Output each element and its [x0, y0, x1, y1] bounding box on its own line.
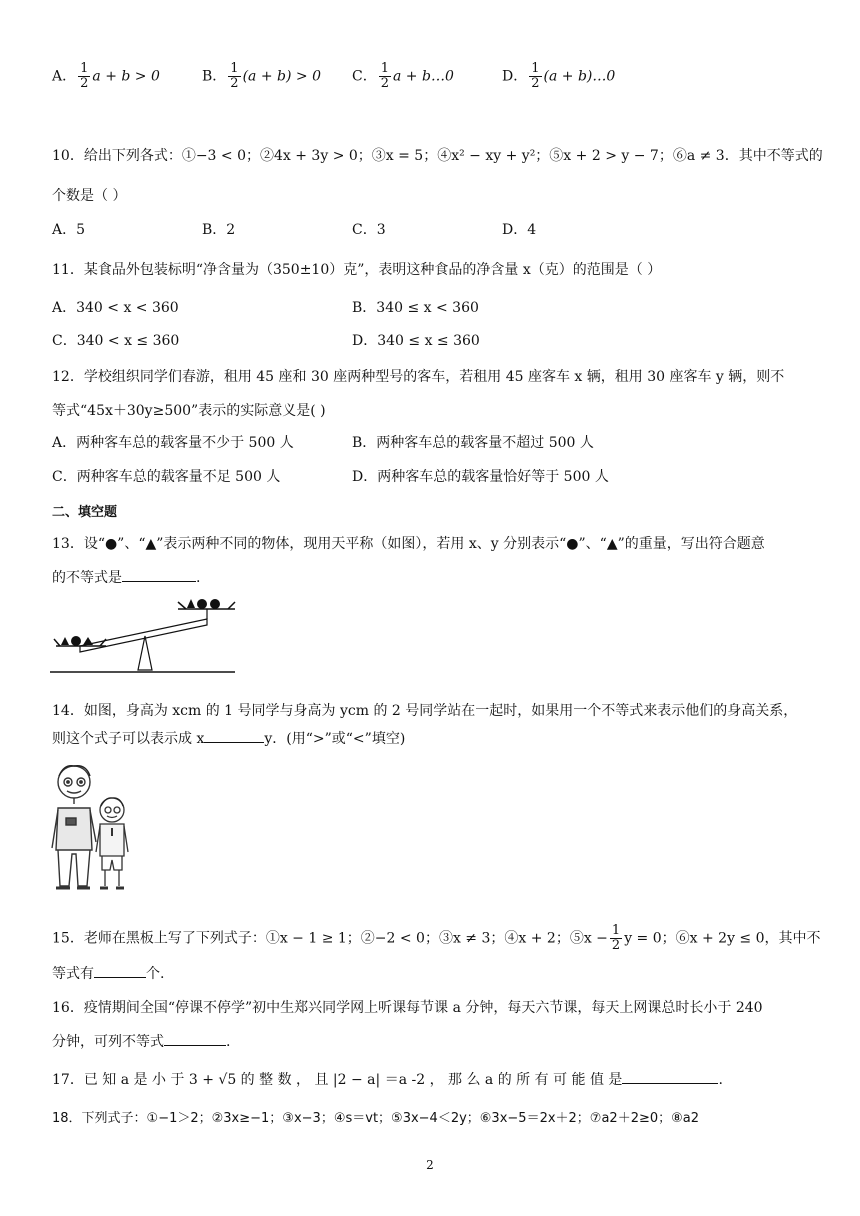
q18-text-line1: 18．下列式子：①−1＞2；②3x≥−1；③x−3；④s＝vt；⑤3x−4＜2y；⑥3x−5＝2x＋2；⑦a2＋2≥0；⑧a2	[52, 1111, 700, 1126]
fraction: $\frac{1}{2}$	[80, 61, 89, 91]
q11-option-c: C．340 < x ≤ 360	[52, 333, 180, 349]
fraction: $\frac{1}{2}$	[230, 61, 239, 91]
q9-option-d: D． $\frac{1}{2}$ (a + b)…0	[502, 61, 616, 91]
q12-option-d: D．两种客车总的载客量恰好等于 500 人	[352, 469, 609, 485]
fulcrum	[138, 636, 152, 670]
q12-option-b: B．两种客车总的载客量不超过 500 人	[352, 435, 594, 451]
student-1	[52, 766, 96, 888]
q16-text-line1: 16．疫情期间全国“停课不停学”初中生郑兴同学网上听课每节课 a 分钟，每天六节课，每天上网课总时长小于 240	[52, 1000, 763, 1016]
q10-text-line2: 个数是（ ）	[52, 188, 127, 204]
answer-blank[interactable]	[94, 977, 146, 978]
q10-option-c: C．3	[352, 222, 386, 238]
circle-icon	[210, 599, 220, 609]
triangle-icon	[187, 599, 195, 608]
q11-option-a: A．340 < x < 360	[52, 300, 179, 316]
q17-text-line1: 17．已 知 a 是 小 于 3 + √5 的 整 数 ， 且 |2 − a| ＝a -2 ， 那 么 a 的 所 有 可 能 值 是 .	[52, 1072, 723, 1088]
q9-option-c: C． $\frac{1}{2}$ a + b…0	[352, 61, 454, 91]
circle-icon	[71, 636, 81, 646]
section-heading-fill-in: 二、填空题	[52, 505, 118, 520]
q14-text-line2: 则这个式子可以表示成 x y．(用“>”或“<”填空)	[52, 731, 406, 747]
q12-option-c: C．两种客车总的载客量不足 500 人	[52, 469, 281, 485]
answer-blank[interactable]	[122, 581, 196, 582]
q11-option-d: D．340 ≤ x ≤ 360	[352, 333, 480, 349]
balance-scale-figure	[50, 594, 240, 680]
q9-option-b: B． $\frac{1}{2}$ (a + b) > 0	[202, 61, 321, 91]
circle-icon	[197, 599, 207, 609]
q14-text-line1: 14．如图，身高为 xcm 的 1 号同学与身高为 ycm 的 2 号同学站在一起时，如果用一个不等式来表示他们的身高关系，	[52, 703, 798, 719]
page-number: 2	[426, 1158, 434, 1172]
answer-blank[interactable]	[622, 1083, 718, 1084]
answer-blank[interactable]	[204, 742, 264, 743]
q12-text-line1: 12．学校组织同学们春游，租用 45 座和 30 座两种型号的客车，若租用 45 座客车 x 辆，租用 30 座客车 y 辆，则不	[52, 369, 785, 385]
q13-text-line1: 13．设“●”、“▲”表示两种不同的物体，现用天平称（如图），若用 x、y 分别表示“●”、“▲”的重量，写出符合题意	[52, 536, 765, 552]
q13-text-line2: 的不等式是 .	[52, 570, 201, 586]
q10-option-b: B．2	[202, 222, 236, 238]
q11-option-b: B．340 ≤ x < 360	[352, 300, 479, 316]
students-figure	[50, 762, 140, 896]
q15-text-line2: 等式有 个.	[52, 966, 165, 982]
triangle-icon	[61, 637, 69, 645]
q10-text-line1: 10．给出下列各式：①−3 < 0；②4x + 3y > 0；③x = 5；④x² − xy + y²；⑤x + 2 > y − 7；⑥a ≠ 3．其中不等式的	[52, 148, 823, 164]
q12-option-a: A．两种客车总的载客量不少于 500 人	[52, 435, 294, 451]
fraction: $\frac{1}{2}$	[380, 61, 389, 91]
fraction: $\frac{1}{2}$	[611, 923, 621, 953]
q11-text-line1: 11．某食品外包装标明“净含量为（350±10）克”，表明这种食品的净含量 x（克）的范围是（ ）	[52, 262, 662, 278]
right-pan	[178, 599, 235, 609]
q16-text-line2: 分钟，可列不等式 .	[52, 1034, 231, 1050]
q10-option-d: D．4	[502, 222, 537, 238]
student-2	[96, 798, 128, 888]
q12-text-line2: 等式“45x＋30y≥500”表示的实际意义是( )	[52, 403, 326, 419]
triangle-icon	[83, 637, 93, 645]
q15-text-line1: 15．老师在黑板上写了下列式子：①x − 1 ≥ 1；②−2 < 0；③x ≠ 3；④x + 2；⑤x − $\frac{1}{2}$ y = 0；⑥x + 2y ≤ 0，其中不	[52, 923, 821, 953]
answer-blank[interactable]	[164, 1045, 226, 1046]
q10-option-a: A．5	[52, 222, 86, 238]
q9-option-a: A． $\frac{1}{2}$ a + b > 0	[52, 61, 160, 91]
fraction: $\frac{1}{2}$	[531, 61, 540, 91]
